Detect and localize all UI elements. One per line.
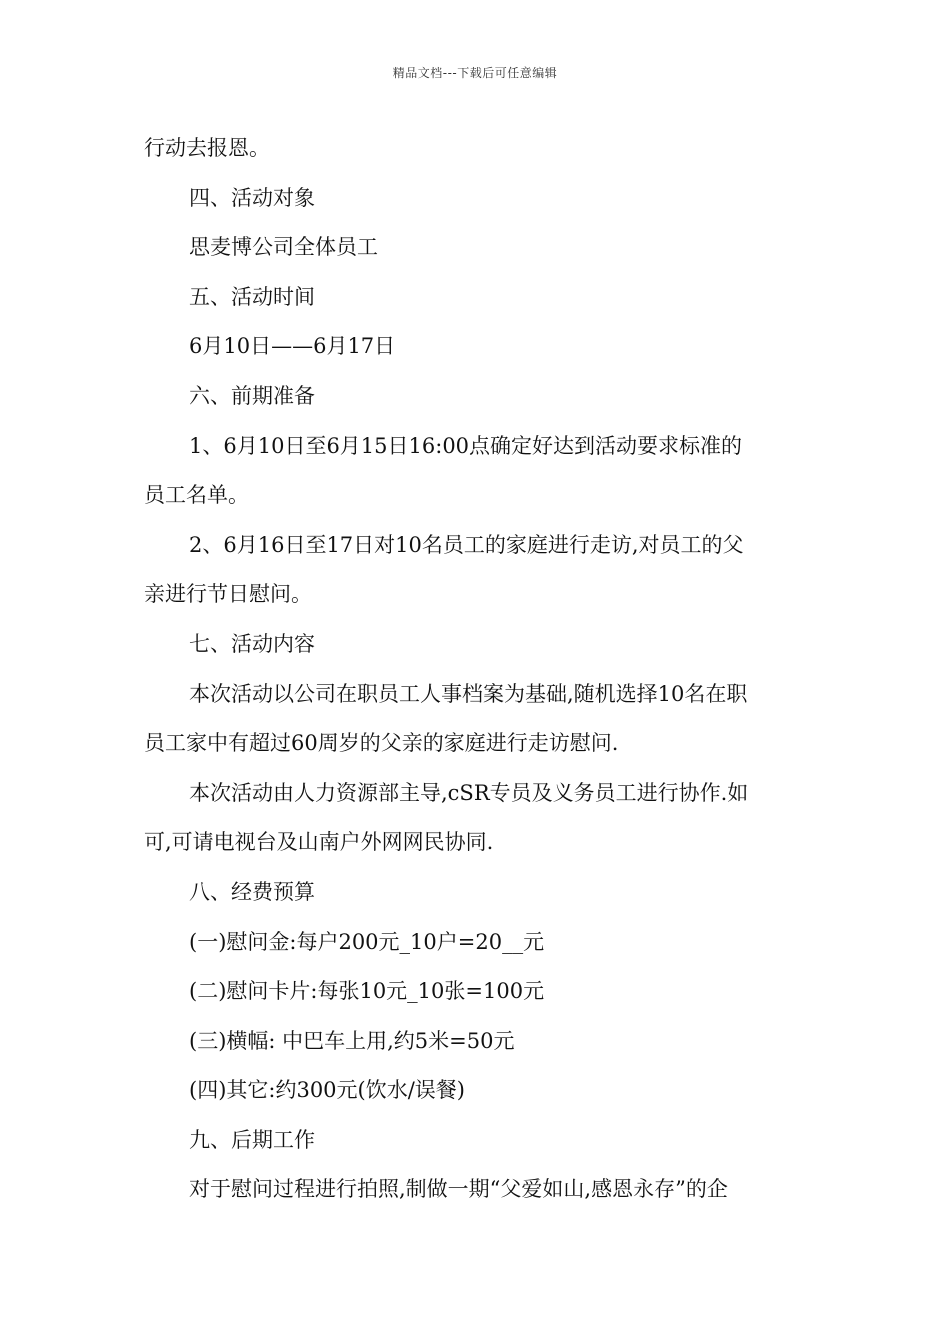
paragraph-line: 员工家中有超过60周岁的父亲的家庭进行走访慰问.	[144, 731, 619, 756]
budget-item: (三)横幅: 中巴车上用,约5米=50元	[189, 1028, 515, 1053]
section-heading-4: 四、活动对象	[189, 185, 315, 210]
paragraph-line: 行动去报恩。	[144, 136, 270, 160]
paragraph-line: 对于慰问过程进行拍照,制做一期“父爱如山,感恩永存”的企	[189, 1177, 728, 1202]
section-heading-7: 七、活动内容	[189, 631, 315, 656]
page-header: 精品文档---下载后可任意编辑	[392, 66, 558, 80]
document-body	[144, 124, 808, 1215]
paragraph-line: 思麦博公司全体员工	[189, 235, 378, 260]
paragraph-line: 员工名单。	[144, 483, 249, 508]
paragraph-line: 1、6月10日至6月15日16:00点确定好达到活动要求标准的	[189, 433, 743, 458]
section-heading-6: 六、前期准备	[189, 383, 315, 408]
paragraph-line: 亲进行节日慰问。	[144, 582, 312, 607]
paragraph-line: 本次活动由人力资源部主导,cSR专员及义务员工进行协作.如	[189, 780, 749, 805]
section-heading-9: 九、后期工作	[189, 1127, 315, 1152]
budget-item: (二)慰问卡片:每张10元_10张=100元	[189, 979, 545, 1004]
paragraph-line: 6月10日——6月17日	[189, 334, 396, 359]
paragraph-line: 本次活动以公司在职员工人事档案为基础,随机选择10名在职	[189, 681, 748, 706]
paragraph-line: 可,可请电视台及山南户外网网民协同.	[144, 830, 494, 855]
section-heading-8: 八、经费预算	[189, 879, 315, 904]
budget-item: (一)慰问金:每户200元_10户=20__元	[189, 929, 545, 954]
paragraph-line: 2、6月16日至17日对10名员工的家庭进行走访,对员工的父	[189, 532, 744, 557]
section-heading-5: 五、活动时间	[189, 284, 315, 309]
budget-item: (四)其它:约300元(饮水/误餐)	[189, 1078, 466, 1103]
